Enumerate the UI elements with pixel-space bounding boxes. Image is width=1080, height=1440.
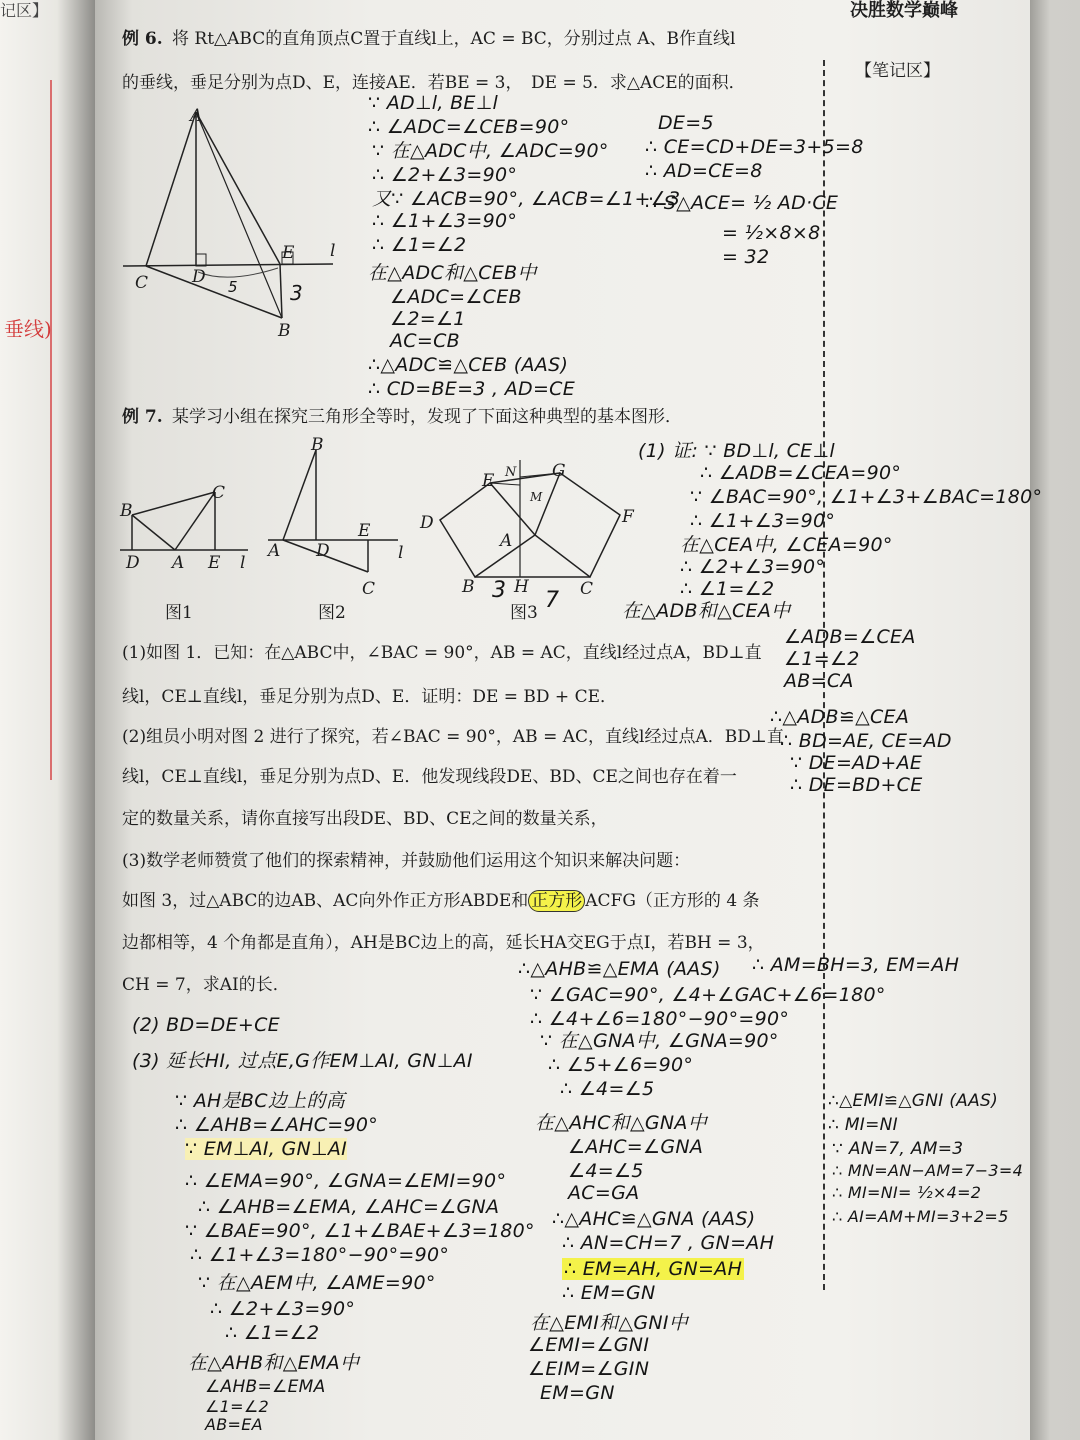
col1-3: ∵ EM⊥AI, GN⊥AI: [185, 1138, 348, 1160]
fig3-M: M: [530, 490, 543, 504]
col2-17: ∠EIM=∠GIN: [528, 1358, 650, 1380]
fig2-A: A: [268, 541, 281, 561]
fig3-F: F: [622, 507, 634, 527]
col2-2: ∵ ∠GAC=90°, ∠4+∠GAC+∠6=180°: [530, 984, 886, 1006]
q2-line-b: 线l，CE⊥直线l，垂足分别为点D、E．他发现线段DE、BD、CE之间也存在着一: [122, 767, 737, 787]
caption-fig3: 图3: [510, 603, 538, 623]
col2-3: ∴ ∠4+∠6=180°−90°=90°: [530, 1008, 790, 1030]
col2-18: EM=GN: [540, 1382, 615, 1404]
col2-7: 在△AHC和△GNA中: [535, 1112, 708, 1134]
q3-line-b: [122, 890, 760, 912]
proof1-4: ∴ ∠1+∠3=90°: [690, 510, 836, 532]
notes-area-label: 【笔记区】: [855, 61, 940, 81]
col1-7: ∴ ∠1+∠3=180°−90°=90°: [190, 1244, 450, 1266]
proof1-6: ∴ ∠2+∠3=90°: [680, 556, 826, 578]
fig3-C: C: [580, 579, 594, 599]
proof1-1: (1) 证: ∵ BD⊥l, CE⊥l: [638, 440, 835, 462]
col1-13: ∠1=∠2: [205, 1397, 269, 1416]
fig3-E: E: [482, 471, 495, 491]
q1-line-a: (1)如图 1．已知：在△ABC中，∠BAC = 90°，AB = AC，直线l经过点A，BD⊥直: [122, 643, 762, 663]
ex6-right-4: ∴ S△ACE= ½ AD·CE: [645, 192, 839, 214]
ex6-fig-5: 5: [228, 278, 238, 296]
col2-8: ∠AHC=∠GNA: [568, 1136, 704, 1158]
ex6-fig-l: l: [330, 241, 336, 261]
col2-top-right: ∴ AM=BH=3, EM=AH: [752, 954, 960, 976]
col1-2: ∴ ∠AHB=∠AHC=90°: [175, 1114, 379, 1136]
ex6-work-11: AC=CB: [390, 330, 460, 352]
ans3-head: (3) 延长HI, 过点E,G作EM⊥AI, GN⊥AI: [132, 1050, 473, 1072]
col2-10: AC=GA: [568, 1182, 640, 1204]
col2-16: ∠EMI=∠GNI: [528, 1334, 650, 1356]
ex6-right-1: DE=5: [658, 112, 714, 134]
proof1-end-2: ∴ BD=AE, CE=AD: [780, 730, 952, 752]
proof1-7: ∴ ∠1=∠2: [680, 578, 775, 600]
proof1-3: ∵ ∠BAC=90°, ∠1+∠3+∠BAC=180°: [690, 486, 1043, 508]
fig3-H: H: [514, 577, 529, 597]
col2-4: ∵ 在△GNA中, ∠GNA=90°: [540, 1030, 779, 1052]
col2-12: ∴ AN=CH=7 , GN=AH: [562, 1232, 775, 1254]
q2-line-a: (2)组员小明对图 2 进行了探究，若∠BAC = 90°，AB = AC，直线l经过点A．BD⊥直: [122, 727, 784, 747]
col3-5: ∴ MI=NI= ½×4=2: [832, 1183, 982, 1202]
ex6-fig-3: 3: [290, 281, 304, 305]
proof1-end-3: ∵ DE=AD+AE: [790, 752, 923, 774]
ex6-work-2: ∴ ∠ADC=∠CEB=90°: [368, 116, 570, 138]
col2-15: 在△EMI和△GNI中: [530, 1312, 689, 1334]
fig2-E: E: [358, 521, 371, 541]
ex6-fig-D: D: [192, 267, 206, 287]
fig3-3: 3: [492, 578, 507, 603]
fig1-l: l: [240, 553, 246, 573]
col3-4: ∴ MN=AN−AM=7−3=4: [832, 1161, 1024, 1180]
corner-tag: 记区】: [0, 1, 49, 20]
q2-line-c: 定的数量关系，请你直接写出段DE、BD、CE之间的数量关系，: [122, 809, 608, 829]
q3-line-b-end: ACFG（正方形的 4 条: [585, 891, 760, 911]
q3-line-d: CH = 7，求AI的长．: [122, 975, 290, 995]
ex6-work-9: ∠ADC=∠CEB: [390, 286, 522, 308]
header-slogan: 决胜数学巅峰: [850, 0, 958, 21]
col2-13: ∴ EM=AH, GN=AH: [564, 1258, 743, 1280]
col1-10: ∴ ∠1=∠2: [225, 1322, 320, 1344]
col2-9: ∠4=∠5: [568, 1160, 644, 1182]
col1-6: ∵ ∠BAE=90°, ∠1+∠BAE+∠3=180°: [185, 1220, 535, 1242]
caption-fig1: 图1: [165, 603, 193, 623]
ex6-work-6: ∴ ∠1+∠3=90°: [372, 210, 518, 232]
ex6-work-12: ∴△ADC≌△CEB (AAS): [368, 354, 569, 376]
fig1-B: B: [120, 501, 133, 521]
proof1-end-1: ∴△ADB≌△CEA: [770, 706, 910, 728]
fig2-B: B: [311, 435, 324, 455]
fig2-D: D: [316, 541, 330, 561]
fig3-7: 7: [545, 588, 560, 613]
col2-6: ∴ ∠4=∠5: [560, 1078, 655, 1100]
fig3-D: D: [420, 513, 434, 533]
ex6-work-5: 又∵ ∠ACB=90°, ∠ACB=∠1+∠3: [372, 188, 681, 210]
ex6-fig-B: B: [278, 321, 291, 341]
q3-line-a: (3)数学老师赞赏了他们的探索精神，并鼓励他们运用这个知识来解决问题：: [122, 851, 691, 871]
ex6-fig-E: E: [282, 243, 295, 263]
fig1-A: A: [172, 553, 185, 573]
fig1-E: E: [208, 553, 221, 573]
q1-line-b: 线l，CE⊥直线l，垂足分别为点D、E．证明：DE = BD + CE．: [122, 687, 617, 707]
ex6-figure: [118, 100, 348, 340]
proof1-end-4: ∴ DE=BD+CE: [790, 774, 923, 796]
circled-word: 正方形: [528, 890, 585, 912]
col1-11: 在△AHB和△EMA中: [188, 1352, 360, 1374]
ex6-text-line2: 的垂线，垂足分别为点D、E，连接AE．若BE = 3， DE = 5．求△ACE的面积．: [122, 73, 746, 93]
proof1-brace-3: AB=CA: [784, 670, 854, 692]
col2-1: ∴△AHB≌△EMA (AAS): [518, 958, 721, 980]
ans2: (2) BD=DE+CE: [132, 1014, 280, 1036]
ex6-right-5: = ½×8×8: [722, 222, 821, 244]
col2-11: ∴△AHC≌△GNA (AAS): [552, 1208, 756, 1230]
ex6-fig-C: C: [135, 273, 149, 293]
col3-6: ∴ AI=AM+MI=3+2=5: [832, 1207, 1009, 1226]
fig3-B: B: [462, 577, 475, 597]
ex7-intro: 某学习小组在探究三角形全等时，发现了下面这种典型的基本图形．: [172, 407, 682, 427]
margin-red-note: 垂线): [4, 317, 52, 341]
ex6-work-10: ∠2=∠1: [390, 308, 466, 330]
fig1-C: C: [212, 483, 226, 503]
ex6-right-6: = 32: [722, 246, 770, 268]
proof1-2: ∴ ∠ADB=∠CEA=90°: [700, 462, 902, 484]
fig2-l: l: [398, 543, 404, 563]
proof1-5: 在△CEA中, ∠CEA=90°: [680, 534, 893, 556]
col2-14: ∴ EM=GN: [562, 1282, 656, 1304]
fig3-A: A: [500, 531, 513, 551]
page-edge: [1030, 0, 1080, 1440]
proof1-brace-1: ∠ADB=∠CEA: [784, 626, 916, 648]
ex6-work-13: ∴ CD=BE=3 , AD=CE: [368, 378, 576, 400]
fig2-C: C: [362, 579, 376, 599]
col3-3: ∵ AN=7, AM=3: [832, 1139, 964, 1159]
col1-5: ∴ ∠AHB=∠EMA, ∠AHC=∠GNA: [198, 1196, 500, 1218]
ex6-work-1: ∵ AD⊥l, BE⊥l: [368, 92, 499, 114]
ex7-label: 例 7.: [122, 407, 163, 427]
col1-4: ∴ ∠EMA=90°, ∠GNA=∠EMI=90°: [185, 1170, 507, 1192]
red-margin-line: [50, 80, 52, 780]
ex6-text-line1: 将 Rt△ABC的直角顶点C置于直线l上，AC = BC，分别过点 A、B作直线l: [172, 29, 736, 49]
ex6-right-2: ∴ CE=CD+DE=3+5=8: [645, 136, 864, 158]
ex7-fig3: [420, 455, 640, 605]
ex6-work-8: 在△ADC和△CEB中: [368, 262, 537, 284]
left-page: [0, 0, 95, 1440]
col1-12: ∠AHB=∠EMA: [205, 1377, 326, 1397]
proof1-8: 在△ADB和△CEA中: [622, 600, 791, 622]
col1-9: ∴ ∠2+∠3=90°: [210, 1298, 356, 1320]
q3-line-c: 边都相等，4 个角都是直角），AH是BC边上的高，延长HA交EG于点I，若BH = 3，: [122, 933, 765, 953]
proof1-brace-2: ∠1=∠2: [784, 648, 860, 670]
caption-fig2: 图2: [318, 603, 346, 623]
col1-8: ∵ 在△AEM中, ∠AME=90°: [198, 1272, 436, 1294]
col2-5: ∴ ∠5+∠6=90°: [548, 1054, 694, 1076]
fig1-D: D: [126, 553, 140, 573]
col1-14: AB=EA: [205, 1415, 263, 1434]
fig3-G: G: [552, 461, 566, 481]
col3-1: ∴△EMI≌△GNI (AAS): [828, 1091, 999, 1111]
ex7-fig2: [268, 440, 408, 580]
ex6-label: 例 6.: [122, 29, 163, 49]
col3-2: ∴ MI=NI: [828, 1115, 898, 1135]
ex6-work-7: ∴ ∠1=∠2: [372, 234, 467, 256]
ex6-right-3: ∴ AD=CE=8: [645, 160, 763, 182]
col1-1: ∵ AH是BC边上的高: [175, 1090, 346, 1112]
fig3-N: N: [505, 465, 517, 480]
q3-line-b-start: 如图 3，过△ABC的边AB、AC向外作正方形ABDE和: [122, 891, 529, 911]
ex6-fig-A: A: [190, 106, 203, 126]
ex6-work-3: ∵ 在△ADC中, ∠ADC=90°: [372, 140, 609, 162]
ex6-work-4: ∴ ∠2+∠3=90°: [372, 164, 518, 186]
